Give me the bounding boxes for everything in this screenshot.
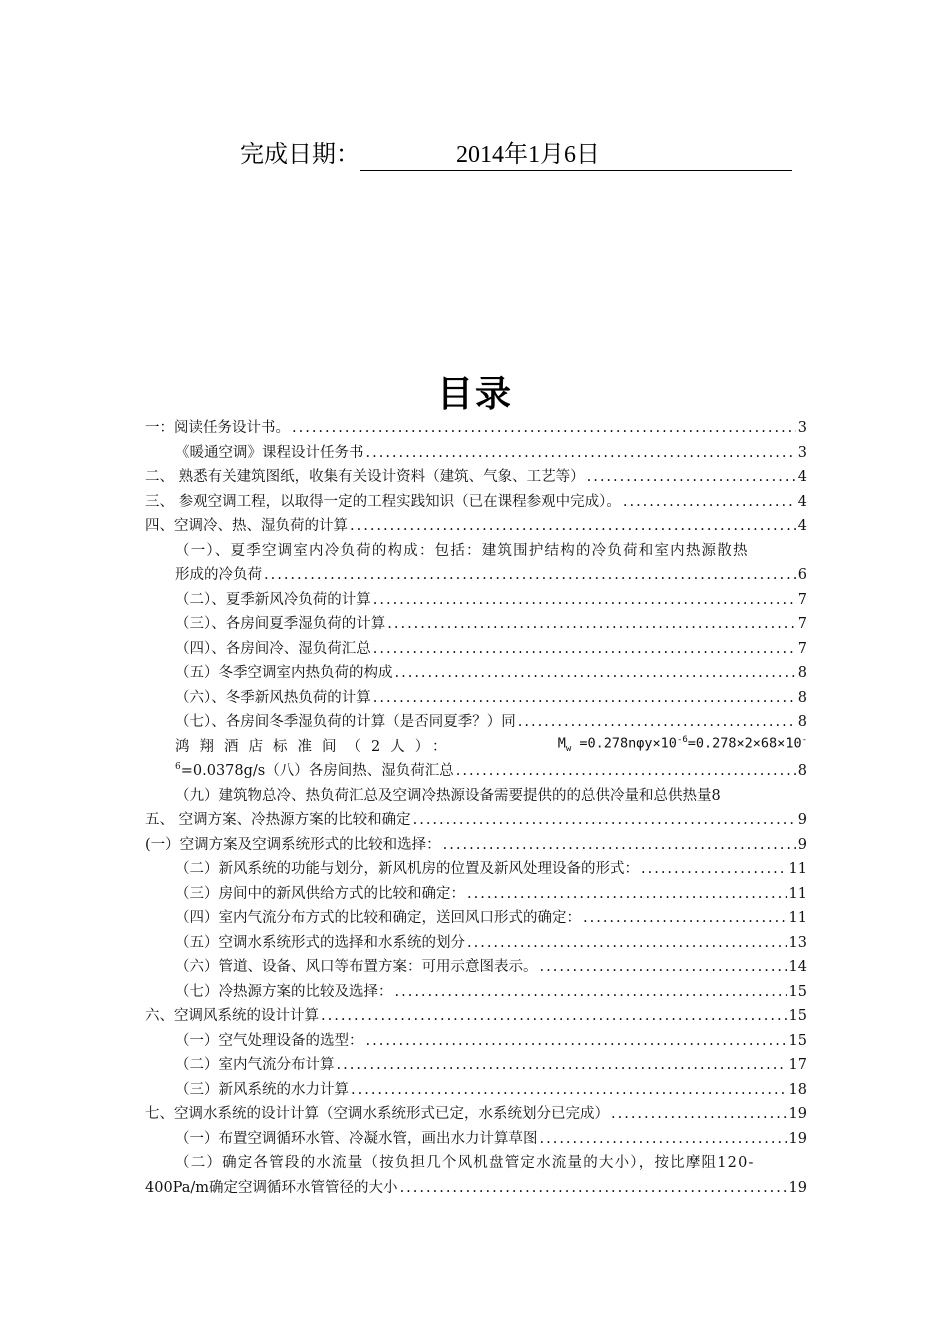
table-of-contents [145, 416, 807, 1200]
toc-entry-text: （四）室内气流分布方式的比较和确定，送回风口形式的确定： [175, 910, 581, 926]
toc-formula-room: 鸿翔酒店标准间（2人）： [175, 738, 457, 755]
completion-date [240, 134, 792, 171]
toc-entry[interactable] [145, 931, 807, 956]
toc-entry-page: 8 [797, 665, 807, 681]
toc-entry[interactable] [145, 1004, 807, 1029]
toc-entry-text: （七）冷热源方案的比较及选择： [175, 983, 393, 1000]
toc-entry[interactable] [145, 588, 807, 613]
toc-entry-page: 13 [788, 934, 807, 951]
toc-entry[interactable] [145, 833, 807, 858]
toc-entry-page: 11 [788, 885, 807, 902]
toc-entry-text: 五、 空调方案、冷热源方案的比较和确定 [145, 812, 411, 828]
toc-entry-page: 11 [788, 910, 807, 926]
toc-entry-text: （九）建筑物总冷、热负荷汇总及空调冷热源设备需要提供的的总供冷量和总供热量 [175, 787, 712, 804]
toc-formula-line [145, 735, 807, 760]
toc-entry[interactable] [145, 661, 807, 686]
toc-entry-page: 7 [797, 591, 807, 608]
toc-entry-page: 7 [797, 640, 807, 657]
toc-entry-text: （三）新风系统的水力计算 [175, 1081, 349, 1098]
toc-entry-text: （六）管道、设备、风口等布置方案：可用示意图表示。 [175, 959, 538, 975]
toc-entry[interactable] [145, 1102, 807, 1127]
toc-entry-text: （一）布置空调循环水管、冷凝水管，画出水力计算草图 [175, 1130, 538, 1147]
toc-entry[interactable] [145, 1029, 807, 1054]
toc-entry-page: 19 [788, 1130, 807, 1147]
toc-entry[interactable] [145, 514, 807, 539]
toc-entry-text: （三）房间中的新风供给方式的比较和确定： [175, 885, 465, 902]
toc-entry[interactable] [145, 906, 807, 931]
toc-entry-text: 三、 参观空调工程，以取得一定的工程实践知识（已在课程参观中完成）。 [145, 493, 621, 510]
toc-entry[interactable] [145, 980, 807, 1005]
toc-entry-page: 18 [788, 1081, 807, 1098]
toc-entry-text: （五）空调水系统形式的选择和水系统的划分 [175, 934, 465, 951]
toc-entry[interactable] [145, 416, 807, 441]
toc-entry[interactable] [145, 1078, 807, 1103]
toc-entry[interactable] [145, 1176, 807, 1201]
toc-entry-page: 15 [788, 983, 807, 1000]
toc-entry-page: 7 [797, 616, 807, 632]
toc-entry-text: 二、 熟悉有关建筑图纸，收集有关设计资料（建筑、气象、工艺等） [145, 469, 585, 485]
toc-entry-text: （七）、各房间冬季湿负荷的计算（是否同夏季？）同 [175, 714, 516, 730]
toc-entry-page: 9 [797, 836, 807, 853]
toc-entry-page: 8 [797, 689, 807, 706]
toc-entry-page: 15 [788, 1032, 807, 1049]
toc-entry-text: 形成的冷负荷 [175, 567, 262, 583]
toc-entry-line1[interactable]: （一）、夏季空调室内冷负荷的构成：包括：建筑围护结构的冷负荷和室内热源散热 [175, 542, 749, 559]
toc-entry[interactable] [145, 710, 807, 735]
toc-entry-text: 400Pa/m确定空调循环水管管径的大小 [145, 1179, 398, 1196]
toc-entry-page: 15 [788, 1008, 807, 1024]
toc-entry-text: $^6$=0.0378g/s（八）各房间热、湿负荷汇总 [175, 762, 454, 779]
toc-entry[interactable] [145, 563, 807, 588]
completion-date-value: 2014年1月6日 [360, 140, 792, 171]
toc-entry-line1[interactable]: （二）确定各管段的水流量（按负担几个风机盘管定水流量的大小），按比摩阻120- [175, 1155, 755, 1171]
toc-entry-page: 9 [797, 812, 807, 828]
toc-entry-page: 19 [788, 1106, 807, 1122]
toc-entry-page: 4 [797, 469, 807, 485]
toc-entry[interactable] [145, 808, 807, 833]
toc-entry-page: 4 [797, 518, 807, 534]
toc-entry-page: 11 [788, 861, 807, 877]
toc-entry-page: 3 [797, 444, 807, 461]
toc-entry-page: 17 [788, 1057, 807, 1073]
toc-entry[interactable] [145, 1127, 807, 1152]
toc-entry[interactable] [145, 857, 807, 882]
toc-entry-page: 6 [797, 567, 807, 583]
toc-entry-text: (一）空调方案及空调系统形式的比较和选择： [145, 836, 441, 853]
toc-entry-text: （一）空气处理设备的选型： [175, 1032, 364, 1049]
toc-entry-text: 一：阅读任务设计书。 [145, 420, 290, 436]
toc-entry-text: （三）、各房间夏季湿负荷的计算 [175, 616, 386, 632]
toc-formula: $M_w =0.278n\varphi y\times 10^{-6}=0.278\times 2\times 68\times 10^-$ [557, 734, 807, 754]
toc-entry[interactable] [145, 490, 807, 515]
toc-entry-page: 8 [797, 714, 807, 730]
toc-entry[interactable] [145, 784, 807, 809]
toc-entry-text: （二）、夏季新风冷负荷的计算 [175, 591, 371, 608]
toc-entry[interactable] [145, 465, 807, 490]
toc-entry[interactable] [145, 955, 807, 980]
toc-entry[interactable] [145, 882, 807, 907]
toc-entry-page: 3 [797, 420, 807, 436]
toc-entry-text: 《暖通空调》课程设计任务书 [175, 444, 364, 461]
toc-entry-page: 14 [788, 959, 807, 975]
toc-entry-text: 四、空调冷、热、湿负荷的计算 [145, 518, 348, 534]
toc-entry-text: （四）、各房间冷、湿负荷汇总 [175, 640, 371, 657]
completion-date-label: 完成日期： [240, 142, 360, 168]
toc-title: 目录 [436, 374, 513, 415]
toc-entry-text: （二）室内气流分布计算 [175, 1057, 335, 1073]
toc-entry[interactable] [145, 441, 807, 466]
toc-entry-text: 七、空调水系统的设计计算（空调水系统形式已定，水系统划分已完成） [145, 1106, 609, 1122]
toc-entry[interactable] [145, 759, 807, 784]
toc-entry-text: （六）、冬季新风热负荷的计算 [175, 689, 371, 706]
toc-entry[interactable] [145, 1053, 807, 1078]
toc-entry-page: 19 [788, 1179, 807, 1196]
toc-entry[interactable] [145, 612, 807, 637]
toc-entry[interactable] [145, 686, 807, 711]
toc-entry-text: （五）冬季空调室内热负荷的构成 [175, 665, 393, 681]
toc-entry-page: 4 [797, 493, 807, 510]
toc-entry-text: 六、空调风系统的设计计算 [145, 1008, 319, 1024]
toc-entry-page: 8 [711, 787, 721, 804]
toc-entry[interactable] [145, 637, 807, 662]
toc-entry-page: 8 [797, 763, 807, 779]
toc-entry-text: （二）新风系统的功能与划分，新风机房的位置及新风处理设备的形式： [175, 861, 639, 877]
